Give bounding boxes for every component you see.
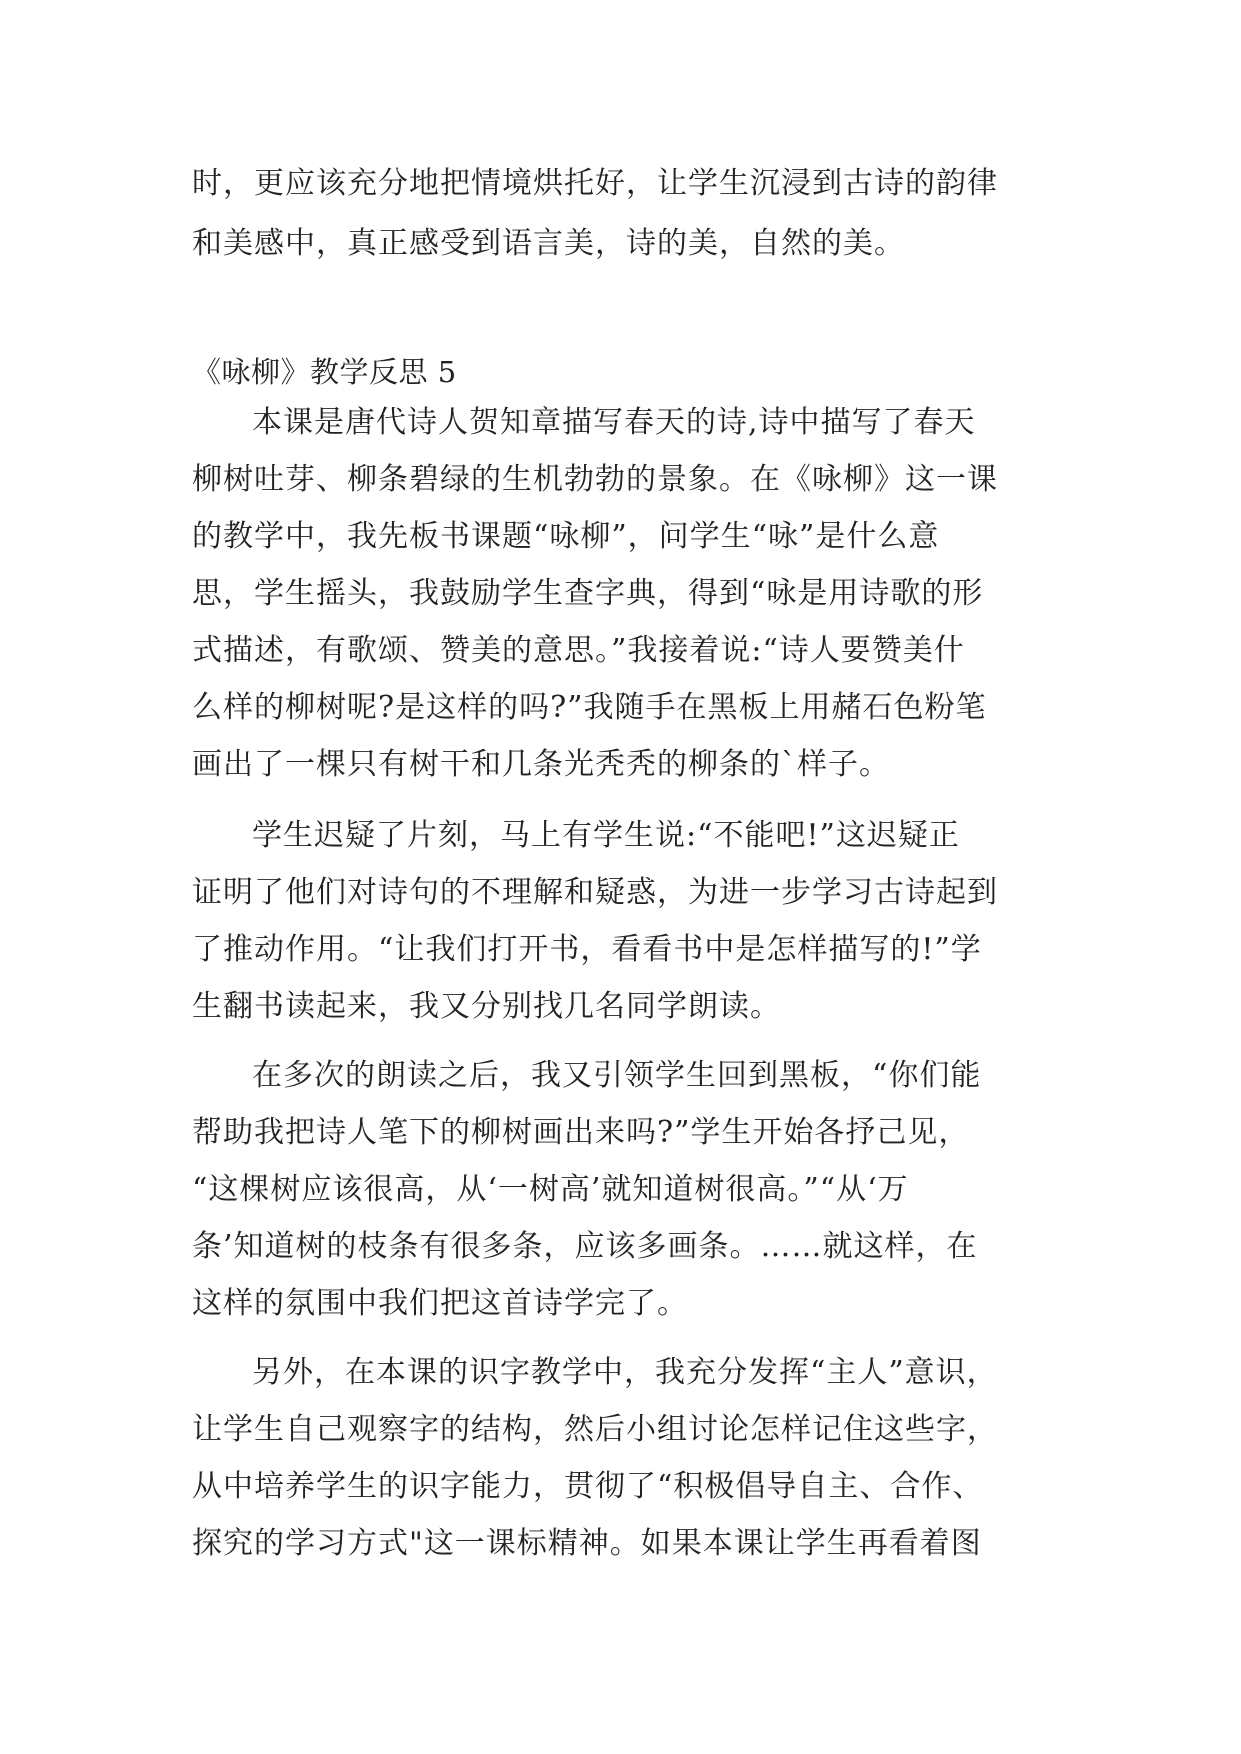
text-line: 探究的学习方式"这一课标精神。如果本课让学生再看着图 [192,1526,982,1561]
section-title: 《咏柳》教学反思 5 [192,355,457,389]
text-line: 么样的柳树呢?是这样的吗?”我随手在黑板上用赭石色粉笔 [192,690,987,725]
text-line: 这样的氛围中我们把这首诗学完了。 [192,1286,688,1321]
text-line: 式描述，有歌颂、赞美的意思。”我接着说:“诗人要赞美什 [192,633,965,668]
text-line: 另外，在本课的识字教学中，我充分发挥“主人”意识， [252,1355,998,1390]
text-line: 帮助我把诗人笔下的柳树画出来吗?”学生开始各抒己见， [192,1115,970,1150]
text-line: 时，更应该充分地把情境烘托好，让学生沉浸到古诗的韵律 [192,166,998,201]
text-line: 生翻书读起来，我又分别找几名同学朗读。 [192,989,781,1024]
text-line: 思，学生摇头，我鼓励学生查字典，得到“咏是用诗歌的形 [192,576,984,611]
text-line: 从中培养学生的识字能力，贯彻了“积极倡导自主、合作、 [192,1469,984,1504]
text-line: 画出了一棵只有树干和几条光秃秃的柳条的`样子。 [192,747,890,782]
text-line: 了推动作用。“让我们打开书，看看书中是怎样描写的!”学 [192,932,982,967]
text-line: 和美感中，真正感受到语言美，诗的美，自然的美。 [192,226,905,261]
text-line: 在多次的朗读之后，我又引领学生回到黑板，“你们能 [252,1058,982,1093]
text-line: 柳树吐芽、柳条碧绿的生机勃勃的景象。在《咏柳》这一课 [192,462,998,497]
text-line: 让学生自己观察字的结构，然后小组讨论怎样记住这些字， [192,1412,998,1447]
text-line: 本课是唐代诗人贺知章描写春天的诗,诗中描写了春天 [252,405,976,440]
text-line: 的教学中，我先板书课题“咏柳”，问学生“咏”是什么意 [192,519,940,554]
text-line: 证明了他们对诗句的不理解和疑惑，为进一步学习古诗起到 [192,875,998,910]
text-line: “这棵树应该很高，从‘一树高’就知道树很高。”“从‘万 [192,1172,909,1207]
text-line: 条’知道树的枝条有很多条，应该多画条。……就这样，在 [192,1229,978,1264]
text-line: 学生迟疑了片刻，马上有学生说:“不能吧!”这迟疑正 [252,818,960,853]
